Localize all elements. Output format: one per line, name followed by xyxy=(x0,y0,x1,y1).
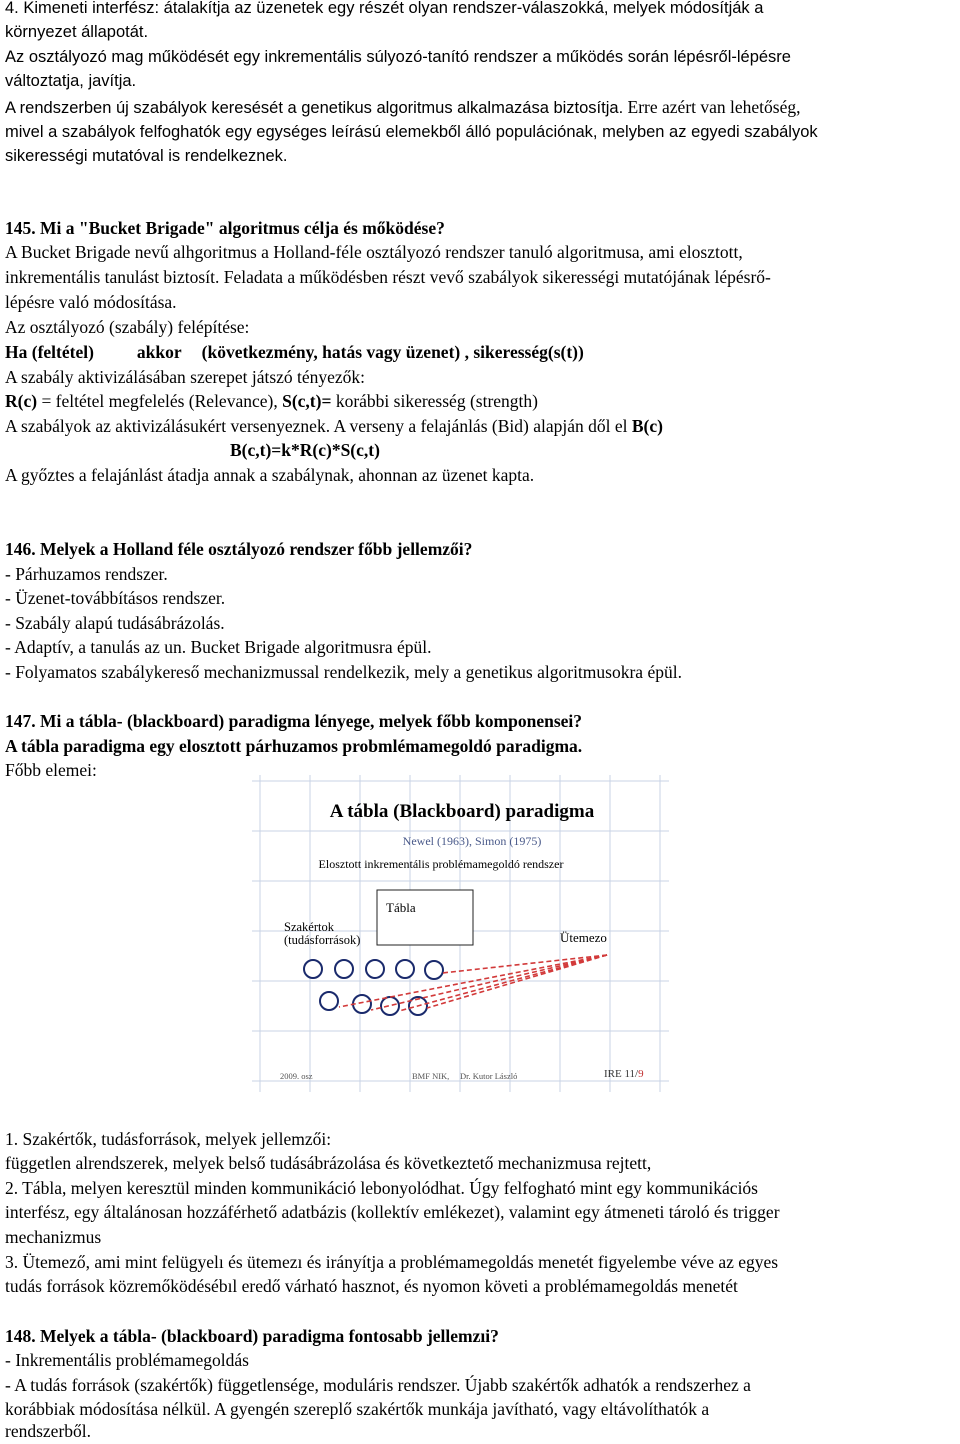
text-line xyxy=(5,389,538,413)
rule-rest: (következmény, hatás vagy üzenet) , sikeresség(s(t)) xyxy=(201,342,584,362)
text-line: környezet állapotát. xyxy=(5,23,149,41)
text-line: Az osztályozó (szabály) felépítése: xyxy=(5,317,250,337)
text-span: = feltétel megfelelés (Relevance), xyxy=(37,391,283,411)
question-title-147: 147. Mi a tábla- (blackboard) paradigma lényege, melyek főbb komponensei? xyxy=(5,711,583,731)
rc-term: R(c) xyxy=(5,391,38,411)
footer-course xyxy=(604,1068,644,1080)
footer-course-code: IRE 11/ xyxy=(604,1068,639,1080)
question-title-148: 148. Melyek a tábla- (blackboard) paradigma fontosabb jellemzıi? xyxy=(5,1326,499,1346)
list-item: korábbiak módosítása nélkül. A gyengén szereplő szakértők munkája javítható, vagy eltávolíthatók a xyxy=(5,1399,710,1419)
text-line: lépésre való módosítása. xyxy=(5,292,177,312)
sct-term: S(c,t)= xyxy=(282,391,332,411)
list-item: - Folyamatos szabálykereső mechanizmussal rendelkezik, mely a genetikus algoritmusokra épül. xyxy=(5,662,682,682)
expert-circle xyxy=(425,961,443,979)
list-item: - Adaptív, a tanulás az un. Bucket Brigade algoritmusra épül. xyxy=(5,637,432,657)
list-item: - A tudás források (szakértők) függetlensége, moduláris rendszer. Újabb szakértők adhatók a rendszerhez a xyxy=(5,1375,751,1395)
text-line: A Bucket Brigade nevű alhgoritmus a Holland-féle osztályozó rendszer tanuló algoritmusa, ami elosztott, xyxy=(5,242,743,262)
expert-circle xyxy=(366,960,384,978)
list-item: - Üzenet-továbbításos rendszer. xyxy=(5,588,226,608)
board-label: Tábla xyxy=(386,900,416,915)
footer-institution: BMF NIK, xyxy=(412,1071,450,1081)
expert-circle xyxy=(304,960,322,978)
text-line: mivel a szabályok felfoghatók egy egységes leírású elemekből álló populációnak, melyben az egyedi szabályok xyxy=(5,123,818,141)
subtitle-147: A tábla paradigma egy elosztott párhuzamos probmlémamegoldó paradigma. xyxy=(5,736,583,756)
footer-year: 2009. osz xyxy=(280,1071,313,1081)
figure-title: A tábla (Blackboard) paradigma xyxy=(329,801,595,822)
text-line: A szabály aktivizálásában szerepet játszó tényezők: xyxy=(5,367,366,387)
knowledge-sources xyxy=(304,960,443,1015)
expert-circle xyxy=(320,992,338,1010)
text-span: Erre azért van lehetőség, xyxy=(623,97,801,117)
list-item: tudás források közremőködésébıl eredő várható hasznot, és nyomon követi a problémamegoldás menetét xyxy=(5,1276,738,1296)
text-line: Főbb elemei: xyxy=(5,760,97,780)
expert-circle xyxy=(381,997,399,1015)
text-line: sikerességi mutatóval is rendelkeznek. xyxy=(5,147,288,165)
list-item: 3. Ütemező, ami mint felügyelı és ütemezı és irányítja a problémamegoldás menetét figyelembe véve az egyes xyxy=(5,1252,779,1272)
text-line: inkrementális tanulást biztosít. Feladata a működésben részt vevő szabályok sikerességi mutatójának lépésrő- xyxy=(5,267,771,287)
rule-then: akkor xyxy=(136,342,182,362)
scheduler-label: Ütemezo xyxy=(560,930,607,945)
rule-if: Ha (feltétel) xyxy=(5,342,94,362)
question-title-145: 145. Mi a "Bucket Brigade" algoritmus célja és mőködése? xyxy=(5,218,445,238)
list-item: rendszerből. xyxy=(5,1421,92,1441)
text-line: 4. Kimeneti interfész: átalakítja az üzenetek egy részét olyan rendszer-válaszokká, melyek módosítják a xyxy=(5,0,764,17)
text-line: Az osztályozó mag működését egy inkrementális súlyozó-tanító rendszer a működés során lépésről-lépésre xyxy=(5,48,791,66)
expert-circle xyxy=(396,960,414,978)
text-line xyxy=(5,414,663,438)
text-span: A rendszerben új szabályok keresését a genetikus algoritmus alkalmazása biztosítja. xyxy=(5,99,624,117)
list-item: - Inkrementális problémamegoldás xyxy=(5,1350,249,1370)
list-item: - Szabály alapú tudásábrázolás. xyxy=(5,613,225,633)
text-line: A győztes a felajánlást átadja annak a szabálynak, ahonnan az üzenet kapta. xyxy=(5,465,535,485)
figure-authors: Newel (1963), Simon (1975) xyxy=(402,834,542,848)
question-title-146: 146. Melyek a Holland féle osztályozó rendszer főbb jellemzői? xyxy=(5,539,473,559)
list-item: 2. Tábla, melyen keresztül minden kommunikáció lebonyolódhat. Úgy felfogható mint egy kommunikációs xyxy=(5,1178,758,1198)
experts-label: (tudásforrások) xyxy=(284,933,361,947)
list-item: 1. Szakértők, tudásforrások, melyek jellemzői: xyxy=(5,1129,332,1149)
list-item: független alrendszerek, melyek belső tudásábrázolása és következtető mechanizmusa rejtett, xyxy=(5,1153,652,1173)
text-span: A szabályok az aktivizálásukért versenyeznek. A verseny a felajánlás (Bid) alapján dől el xyxy=(5,416,632,436)
footer-author: Dr. Kutor László xyxy=(460,1071,518,1081)
list-item: - Párhuzamos rendszer. xyxy=(5,564,168,584)
bc-term: B(c) xyxy=(631,416,663,436)
bid-formula: B(c,t)=k*R(c)*S(c,t) xyxy=(230,440,380,460)
text-span: korábbi sikeresség (strength) xyxy=(331,391,538,411)
blackboard-diagram xyxy=(252,775,669,1092)
footer-page-number: 9 xyxy=(638,1068,644,1080)
text-line xyxy=(5,95,801,120)
experts-label: Szakértok xyxy=(284,920,334,934)
list-item: mechanizmus xyxy=(5,1227,102,1247)
board-box xyxy=(377,890,473,945)
figure-description: Elosztott inkrementális problémamegoldó rendszer xyxy=(318,857,564,871)
list-item: interfész, egy általánosan hozzáférhető adatbázis (kollektív emlékezet), valamint egy átmeneti tároló és trigger xyxy=(5,1202,780,1222)
rule-structure-line xyxy=(5,340,584,364)
expert-circle xyxy=(335,960,353,978)
text-line: változtatja, javítja. xyxy=(5,72,137,90)
